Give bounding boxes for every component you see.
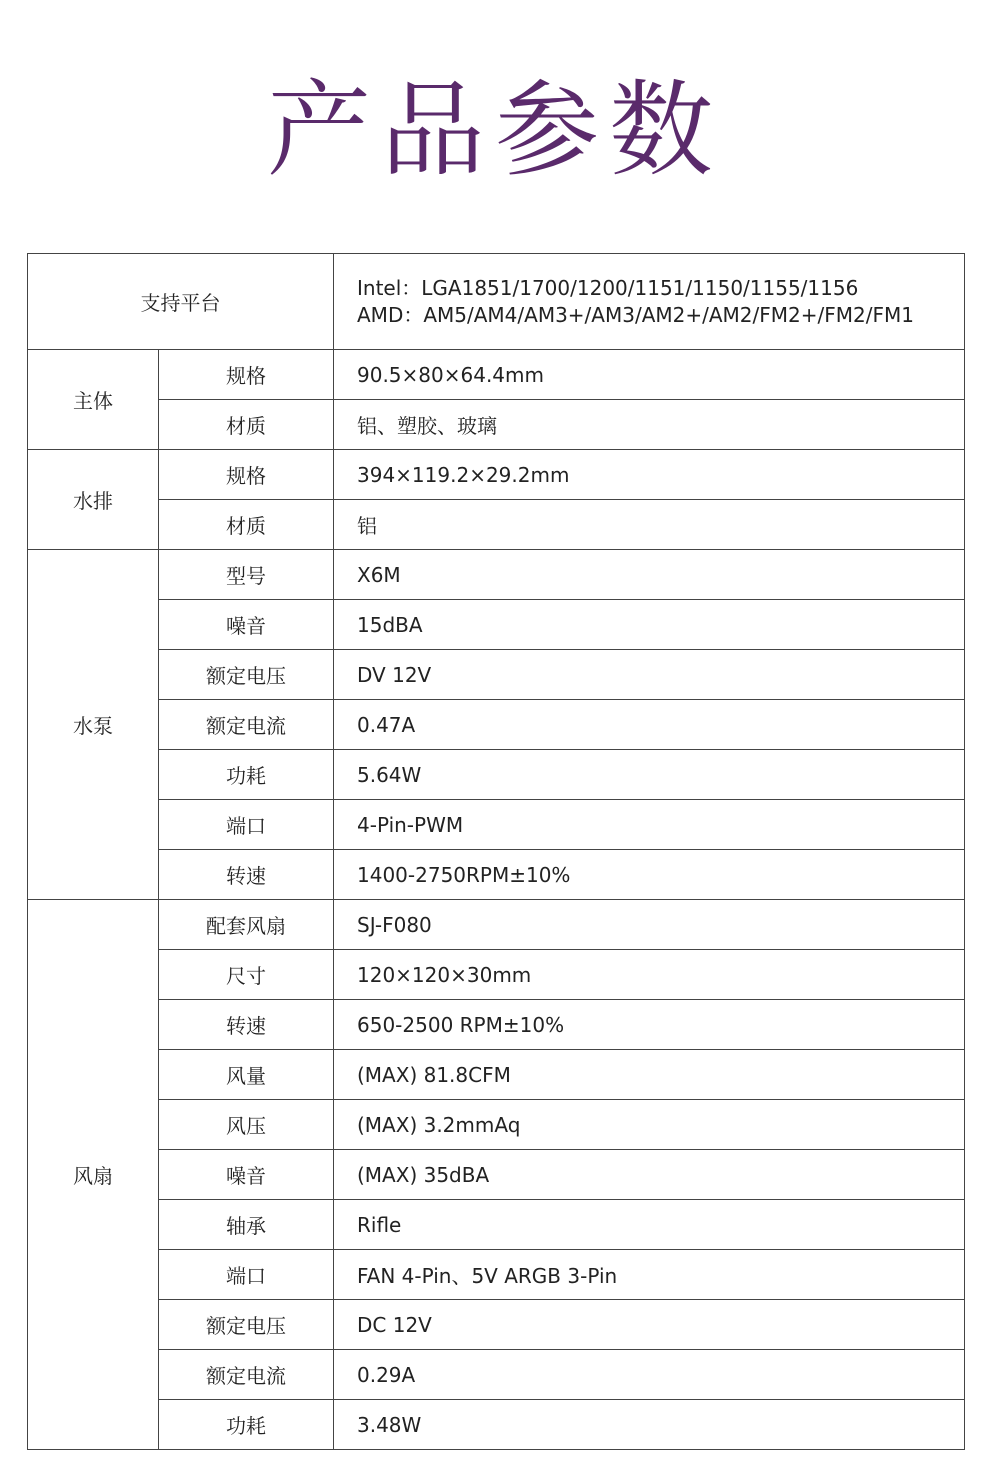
- table-row: [28, 700, 965, 750]
- group-label: 主体: [28, 350, 159, 450]
- spec-label: 规格: [159, 450, 334, 500]
- spec-label: 端口: [159, 1250, 334, 1300]
- spec-label: 功耗: [159, 1400, 334, 1450]
- table-row: [28, 650, 965, 700]
- table-row: [28, 400, 965, 450]
- table-row: [28, 950, 965, 1000]
- spec-label: 尺寸: [159, 950, 334, 1000]
- table-row: [28, 500, 965, 550]
- spec-label: 材质: [159, 500, 334, 550]
- table-row: [28, 850, 965, 900]
- spec-value: (MAX) 3.2mmAq: [334, 1100, 965, 1150]
- spec-label: 额定电压: [159, 1300, 334, 1350]
- table-row: [28, 1400, 965, 1450]
- spec-value: DC 12V: [334, 1300, 965, 1350]
- group-label: 水排: [28, 450, 159, 550]
- spec-value: (MAX) 81.8CFM: [334, 1050, 965, 1100]
- group-label: 风扇: [28, 900, 159, 1450]
- spec-label: 额定电流: [159, 700, 334, 750]
- table-row: [28, 1200, 965, 1250]
- table-row: [28, 1350, 965, 1400]
- table-row: [28, 600, 965, 650]
- spec-value: X6M: [334, 550, 965, 600]
- page-title: 产品参数: [266, 69, 723, 191]
- spec-label: 型号: [159, 550, 334, 600]
- group-label: 水泵: [28, 550, 159, 900]
- table-row: [28, 1100, 965, 1150]
- spec-value: Rifle: [334, 1200, 965, 1250]
- platform-value: [334, 254, 965, 350]
- table-row: [28, 1300, 965, 1350]
- table-row: [28, 900, 965, 950]
- table-row: [28, 350, 965, 400]
- table-row: [28, 550, 965, 600]
- spec-value: 650-2500 RPM±10%: [334, 1000, 965, 1050]
- spec-value: 铝: [334, 500, 965, 550]
- spec-value: 铝、塑胶、玻璃: [334, 400, 965, 450]
- table-row: [28, 800, 965, 850]
- spec-value: 90.5×80×64.4mm: [334, 350, 965, 400]
- spec-value: SJ-F080: [334, 900, 965, 950]
- spec-label: 风量: [159, 1050, 334, 1100]
- spec-label: 配套风扇: [159, 900, 334, 950]
- table-row: [28, 750, 965, 800]
- platform-label: 支持平台: [28, 254, 334, 350]
- spec-label: 额定电压: [159, 650, 334, 700]
- spec-value: FAN 4-Pin、5V ARGB 3-Pin: [334, 1250, 965, 1300]
- spec-label: 轴承: [159, 1200, 334, 1250]
- spec-value: 394×119.2×29.2mm: [334, 450, 965, 500]
- spec-value: (MAX) 35dBA: [334, 1150, 965, 1200]
- spec-label: 功耗: [159, 750, 334, 800]
- table-row: [28, 1250, 965, 1300]
- spec-value: 15dBA: [334, 600, 965, 650]
- spec-value: 5.64W: [334, 750, 965, 800]
- table-row: [28, 1150, 965, 1200]
- spec-label: 噪音: [159, 1150, 334, 1200]
- spec-value: DV 12V: [334, 650, 965, 700]
- spec-label: 噪音: [159, 600, 334, 650]
- spec-value: 0.29A: [334, 1350, 965, 1400]
- spec-label: 规格: [159, 350, 334, 400]
- table-row: [28, 450, 965, 500]
- spec-value: 1400-2750RPM±10%: [334, 850, 965, 900]
- spec-label: 端口: [159, 800, 334, 850]
- spec-label: 额定电流: [159, 1350, 334, 1400]
- spec-label: 材质: [159, 400, 334, 450]
- spec-value: 4-Pin-PWM: [334, 800, 965, 850]
- spec-label: 风压: [159, 1100, 334, 1150]
- spec-label: 转速: [159, 850, 334, 900]
- table-row: [28, 1050, 965, 1100]
- spec-label: 转速: [159, 1000, 334, 1050]
- spec-table: [27, 253, 965, 1450]
- spec-value: 3.48W: [334, 1400, 965, 1450]
- platform-amd: AMD：AM5/AM4/AM3+/AM3/AM2+/AM2/FM2+/FM2/FM1: [357, 302, 914, 327]
- table-row: [28, 1000, 965, 1050]
- platform-intel: Intel：LGA1851/1700/1200/1151/1150/1155/1156: [357, 275, 859, 300]
- spec-value: 0.47A: [334, 700, 965, 750]
- spec-value: 120×120×30mm: [334, 950, 965, 1000]
- platform-row: [28, 254, 965, 350]
